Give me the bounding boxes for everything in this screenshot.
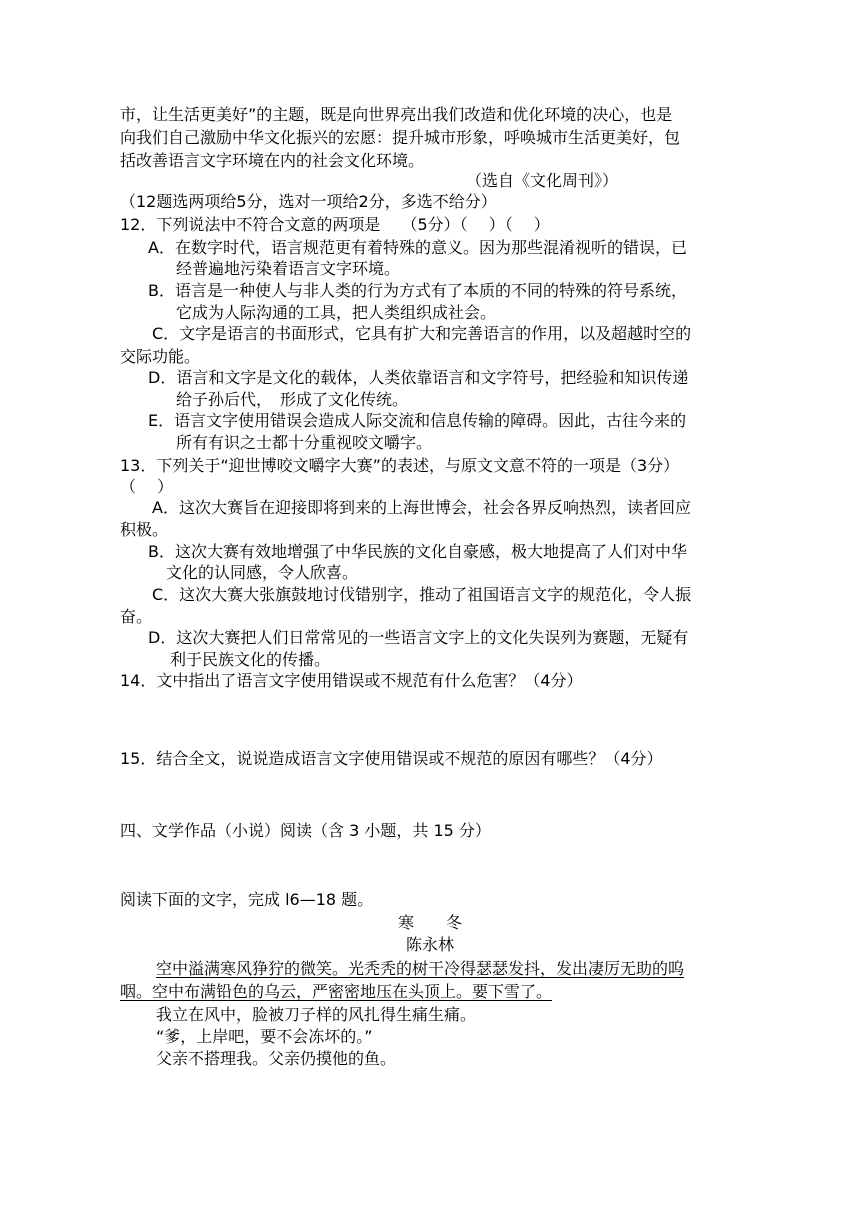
q13-option-c: C．这次大赛大张旗鼓地讨伐错别字，推动了祖国语言文字的规范化，令人振	[152, 585, 692, 604]
q13-option-c-cont: 奋。	[120, 607, 153, 626]
passage-line: 市，让生活更美好”的主题，既是向世界亮出我们改造和优化环境的决心，也是	[120, 105, 673, 124]
q12-option-d-cont: 给子孙后代， 形成了文化传统。	[176, 390, 409, 409]
story-paragraph: 父亲不搭理我。父亲仍摸他的鱼。	[156, 1049, 397, 1068]
scoring-note: （12题选两项给5分，选对一项给2分，多选不给分）	[120, 192, 497, 211]
q13-option-b-cont: 文化的认同感，令人欣喜。	[166, 563, 359, 582]
q12-option-e: E．语言文字使用错误会造成人际交流和信息传输的障碍。因此，古往今来的	[148, 411, 687, 430]
q12-option-b: B．语言是一种使人与非人类的行为方式有了本质的不同的特殊的符号系统，	[148, 281, 687, 300]
q12-option-c: C．文字是语言的书面形式，它具有扩大和完善语言的作用，以及超越时空的	[152, 324, 692, 343]
q13-option-a: A．这次大赛旨在迎接即将到来的上海世博会，社会各界反响热烈，读者回应	[152, 498, 691, 517]
q13-option-b: B．这次大赛有效地增强了中华民族的文化自豪感，极大地提高了人们对中华	[148, 542, 687, 561]
reading-instruction: 阅读下面的文字，完成 l6—18 题。	[120, 890, 374, 909]
story-paragraph-underlined-cont: 咽。空中布满铅色的乌云，严密密地压在头顶上。要下雪了。	[120, 982, 553, 1001]
q12-option-b-cont: 它成为人际沟通的工具，把人类组织成社会。	[176, 303, 497, 322]
q12-option-a: A．在数字时代，语言规范更有着特殊的意义。因为那些混淆视听的错误，已	[148, 238, 687, 257]
story-author: 陈永林	[405, 935, 454, 954]
question-13-stem: 13．下列关于“迎世博咬文嚼字大赛”的表述，与原文文意不符的一项是（3分）	[120, 456, 680, 475]
q12-option-c-cont: 交际功能。	[120, 347, 201, 366]
q13-option-d-cont: 利于民族文化的传播。	[170, 650, 331, 669]
passage-line: 向我们自己激励中华文化振兴的宏愿：提升城市形象，呼唤城市生活更美好，包	[120, 128, 681, 147]
passage-line: 括改善语言文字环境在内的社会文化环境。	[120, 151, 425, 170]
story-paragraph-underlined: 空中溢满寒风狰狞的微笑。光秃秃的树干冷得瑟瑟发抖，发出凄厉无助的呜	[156, 959, 685, 978]
question-13-answer-paren: （ ）	[120, 477, 174, 496]
question-14: 14．文中指出了语言文字使用错误或不规范有什么危害？（4分）	[120, 671, 583, 690]
q12-option-e-cont: 所有有识之士都十分重视咬文嚼字。	[176, 433, 433, 452]
source-citation: （选自《文化周刊》）	[466, 171, 619, 190]
story-title: 寒 冬	[397, 913, 462, 932]
q13-option-a-cont: 积极。	[120, 520, 169, 539]
story-dialogue: “爹，上岸吧，要不会冻坏的。”	[156, 1027, 373, 1046]
question-12-stem: 12．下列说法中不符合文意的两项是 （5分）（ ）（ ）	[120, 215, 550, 234]
question-15: 15．结合全文，说说造成语言文字使用错误或不规范的原因有哪些？（4分）	[120, 749, 663, 768]
q13-option-d: D．这次大赛把人们日常常见的一些语言文字上的文化失误列为赛题，无疑有	[148, 628, 689, 647]
q12-option-a-cont: 经普遍地污染着语言文字环境。	[176, 259, 401, 278]
story-paragraph: 我立在风中，脸被刀子样的风扎得生痛生痛。	[156, 1005, 477, 1024]
q12-option-d: D．语言和文字是文化的载体，人类依靠语言和文字符号，把经验和知识传递	[148, 368, 689, 387]
section-heading: 四、文学作品（小说）阅读（含 3 小题，共 15 分）	[120, 821, 491, 840]
